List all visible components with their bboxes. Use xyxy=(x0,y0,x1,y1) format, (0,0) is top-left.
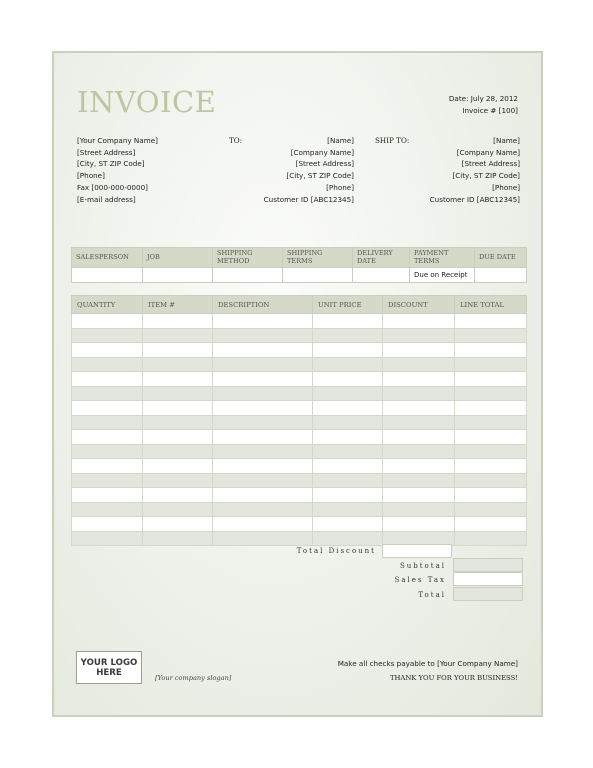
company-slogan: [Your company slogan] xyxy=(155,674,232,682)
line-item-cell[interactable] xyxy=(72,401,143,416)
line-item-cell[interactable] xyxy=(455,415,527,430)
line-item-cell[interactable] xyxy=(213,517,313,532)
line-item-cell[interactable] xyxy=(313,386,383,401)
line-item-cell[interactable] xyxy=(383,415,455,430)
line-item-cell[interactable] xyxy=(213,473,313,488)
line-item-cell[interactable] xyxy=(455,517,527,532)
line-item-cell[interactable] xyxy=(455,430,527,445)
line-item-cell[interactable] xyxy=(313,415,383,430)
line-item-row xyxy=(72,415,527,430)
ship-to-line: [Phone] xyxy=(492,182,520,192)
ship-to-line: Customer ID [ABC12345] xyxy=(429,194,520,204)
ship-to-line: [Name] xyxy=(493,136,520,145)
ship-to-address-block xyxy=(410,135,520,205)
line-item-row xyxy=(72,386,527,401)
line-item-cell[interactable] xyxy=(72,372,143,387)
invoice-page xyxy=(52,51,543,717)
line-item-cell[interactable] xyxy=(213,401,313,416)
line-item-cell[interactable] xyxy=(455,502,527,517)
subtotal-box[interactable] xyxy=(453,558,523,572)
line-item-cell[interactable] xyxy=(143,372,213,387)
to-line: [Phone] xyxy=(326,182,354,192)
header-item-number: ITEM # xyxy=(143,296,213,314)
line-item-cell[interactable] xyxy=(455,473,527,488)
total-box[interactable] xyxy=(453,587,523,601)
company-logo-placeholder xyxy=(76,651,142,684)
line-item-cell[interactable] xyxy=(455,401,527,416)
header-unit-price: UNIT PRICE xyxy=(313,296,383,314)
line-item-cell[interactable] xyxy=(143,531,213,546)
header-salesperson: SALESPERSON xyxy=(72,248,143,268)
line-item-cell[interactable] xyxy=(313,459,383,474)
line-items-body xyxy=(72,314,527,546)
from-line: [Street Address] xyxy=(77,147,136,157)
line-item-cell[interactable] xyxy=(383,343,455,358)
line-item-cell[interactable] xyxy=(383,517,455,532)
line-item-cell[interactable] xyxy=(313,473,383,488)
header-shipping-terms: SHIPPING TERMS xyxy=(283,248,353,268)
line-item-row xyxy=(72,502,527,517)
from-line: Fax [000-000-0000] xyxy=(77,182,148,192)
line-item-cell[interactable] xyxy=(72,343,143,358)
shipping-method-cell[interactable] xyxy=(213,268,283,283)
delivery-date-cell[interactable] xyxy=(353,268,410,283)
invoice-number: Invoice # [100] xyxy=(462,105,518,115)
line-item-cell[interactable] xyxy=(313,328,383,343)
sales-tax-label: Sales Tax xyxy=(394,576,446,584)
line-item-cell[interactable] xyxy=(313,401,383,416)
line-item-row xyxy=(72,444,527,459)
line-item-cell[interactable] xyxy=(455,444,527,459)
shipping-terms-cell[interactable] xyxy=(283,268,353,283)
line-item-cell[interactable] xyxy=(313,444,383,459)
header-shipping-method: SHIPPING METHOD xyxy=(213,248,283,268)
line-item-cell[interactable] xyxy=(143,444,213,459)
line-item-cell[interactable] xyxy=(143,328,213,343)
line-item-cell[interactable] xyxy=(143,314,213,329)
line-item-row xyxy=(72,430,527,445)
checks-payable-note: Make all checks payable to [Your Company Name] xyxy=(337,659,518,668)
line-item-cell[interactable] xyxy=(72,328,143,343)
line-item-cell[interactable] xyxy=(72,415,143,430)
to-label: TO: xyxy=(229,136,243,145)
line-item-cell[interactable] xyxy=(213,531,313,546)
header-discount: DISCOUNT xyxy=(383,296,455,314)
order-info-header-row xyxy=(72,248,527,268)
to-line: [Name] xyxy=(327,136,354,145)
line-item-row xyxy=(72,473,527,488)
line-item-cell[interactable] xyxy=(213,430,313,445)
to-line: [Company Name] xyxy=(290,147,354,157)
line-item-cell[interactable] xyxy=(213,502,313,517)
from-line: [Your Company Name] xyxy=(77,136,158,145)
ship-to-line: [City, ST ZIP Code] xyxy=(452,171,520,181)
invoice-date: Date: July 28, 2012 xyxy=(448,94,518,103)
line-item-row xyxy=(72,401,527,416)
line-item-row xyxy=(72,488,527,503)
line-item-row xyxy=(72,372,527,387)
line-item-cell[interactable] xyxy=(313,502,383,517)
ship-to-line: [Company Name] xyxy=(456,147,520,157)
line-item-cell[interactable] xyxy=(72,444,143,459)
line-item-cell[interactable] xyxy=(455,531,527,546)
line-items-table xyxy=(71,295,527,546)
line-item-cell[interactable] xyxy=(383,459,455,474)
header-job: JOB xyxy=(143,248,213,268)
payment-terms-cell[interactable]: Due on Receipt xyxy=(410,268,475,283)
order-info-value-row xyxy=(72,268,527,283)
line-item-cell[interactable] xyxy=(383,502,455,517)
line-item-cell[interactable] xyxy=(213,488,313,503)
line-item-cell[interactable] xyxy=(213,459,313,474)
line-item-cell[interactable] xyxy=(143,488,213,503)
line-item-cell[interactable] xyxy=(143,502,213,517)
from-line: [Phone] xyxy=(77,171,105,181)
line-item-cell[interactable] xyxy=(313,343,383,358)
line-items-header-row xyxy=(72,296,527,314)
line-item-row xyxy=(72,328,527,343)
line-item-cell[interactable] xyxy=(213,444,313,459)
line-item-cell[interactable] xyxy=(72,386,143,401)
due-date-cell[interactable] xyxy=(475,268,527,283)
line-item-cell[interactable] xyxy=(143,517,213,532)
line-item-cell[interactable] xyxy=(455,343,527,358)
line-item-row xyxy=(72,357,527,372)
to-line: Customer ID [ABC12345] xyxy=(263,194,354,204)
line-item-cell[interactable] xyxy=(383,444,455,459)
line-item-cell[interactable] xyxy=(383,401,455,416)
line-item-cell[interactable] xyxy=(143,415,213,430)
subtotal-label: Subtotal xyxy=(399,562,446,570)
line-item-row xyxy=(72,517,527,532)
line-item-cell[interactable] xyxy=(213,386,313,401)
salesperson-cell[interactable] xyxy=(72,268,143,283)
order-info-table xyxy=(71,247,527,283)
from-line: [E-mail address] xyxy=(77,194,136,204)
line-item-cell[interactable] xyxy=(143,357,213,372)
sales-tax-box[interactable] xyxy=(453,572,523,586)
line-item-cell[interactable] xyxy=(72,357,143,372)
line-item-cell[interactable] xyxy=(313,430,383,445)
total-discount-label: Total Discount xyxy=(296,547,376,555)
line-item-cell[interactable] xyxy=(383,328,455,343)
line-item-cell[interactable] xyxy=(72,502,143,517)
line-item-cell[interactable] xyxy=(455,328,527,343)
line-item-cell[interactable] xyxy=(143,343,213,358)
line-item-cell[interactable] xyxy=(72,430,143,445)
header-quantity: QUANTITY xyxy=(72,296,143,314)
line-item-cell[interactable] xyxy=(455,372,527,387)
ship-to-line: [Street Address] xyxy=(461,159,520,169)
line-item-cell[interactable] xyxy=(313,372,383,387)
line-item-cell[interactable] xyxy=(143,430,213,445)
line-item-cell[interactable] xyxy=(213,357,313,372)
job-cell[interactable] xyxy=(143,268,213,283)
line-item-cell[interactable] xyxy=(143,401,213,416)
line-item-cell[interactable] xyxy=(213,328,313,343)
invoice-title: INVOICE xyxy=(77,85,217,119)
line-item-cell[interactable] xyxy=(313,488,383,503)
from-address-block xyxy=(77,135,158,205)
line-item-cell[interactable] xyxy=(313,531,383,546)
line-item-row xyxy=(72,531,527,546)
line-item-cell[interactable] xyxy=(455,314,527,329)
total-discount-box[interactable] xyxy=(382,544,452,558)
line-item-cell[interactable] xyxy=(143,459,213,474)
from-line: [City, ST ZIP Code] xyxy=(77,159,145,169)
line-item-cell[interactable] xyxy=(72,459,143,474)
line-item-cell[interactable] xyxy=(213,372,313,387)
line-item-cell[interactable] xyxy=(383,314,455,329)
logo-text: YOUR LOGO HERE xyxy=(80,657,138,678)
line-item-cell[interactable] xyxy=(313,314,383,329)
line-item-cell[interactable] xyxy=(455,459,527,474)
line-item-cell[interactable] xyxy=(383,357,455,372)
header-payment-terms: PAYMENT TERMS xyxy=(410,248,475,268)
line-item-row xyxy=(72,343,527,358)
header-delivery-date: DELIVERY DATE xyxy=(353,248,410,268)
line-item-cell[interactable] xyxy=(455,386,527,401)
line-item-cell[interactable] xyxy=(72,531,143,546)
line-item-row xyxy=(72,459,527,474)
line-item-cell[interactable] xyxy=(455,488,527,503)
line-item-cell[interactable] xyxy=(313,517,383,532)
line-item-cell[interactable] xyxy=(72,517,143,532)
line-item-cell[interactable] xyxy=(455,357,527,372)
line-item-row xyxy=(72,314,527,329)
line-item-cell[interactable] xyxy=(143,473,213,488)
ship-to-label: SHIP TO: xyxy=(375,136,410,145)
line-item-cell[interactable] xyxy=(213,343,313,358)
header-description: DESCRIPTION xyxy=(213,296,313,314)
line-item-cell[interactable] xyxy=(72,314,143,329)
line-item-cell[interactable] xyxy=(72,488,143,503)
line-item-cell[interactable] xyxy=(313,357,383,372)
line-item-cell[interactable] xyxy=(213,314,313,329)
to-address-block xyxy=(244,135,354,205)
header-due-date: DUE DATE xyxy=(475,248,527,268)
to-line: [City, ST ZIP Code] xyxy=(286,171,354,181)
line-item-cell[interactable] xyxy=(383,430,455,445)
header-line-total: LINE TOTAL xyxy=(455,296,527,314)
thank-you-note: THANK YOU FOR YOUR BUSINESS! xyxy=(389,674,518,682)
line-item-cell[interactable] xyxy=(383,488,455,503)
to-line: [Street Address] xyxy=(295,159,354,169)
line-item-cell[interactable] xyxy=(383,372,455,387)
line-item-cell[interactable] xyxy=(383,386,455,401)
invoice-meta xyxy=(449,93,518,116)
line-item-cell[interactable] xyxy=(143,386,213,401)
line-item-cell[interactable] xyxy=(383,473,455,488)
line-item-cell[interactable] xyxy=(72,473,143,488)
line-item-cell[interactable] xyxy=(213,415,313,430)
total-label: Total xyxy=(418,591,446,599)
